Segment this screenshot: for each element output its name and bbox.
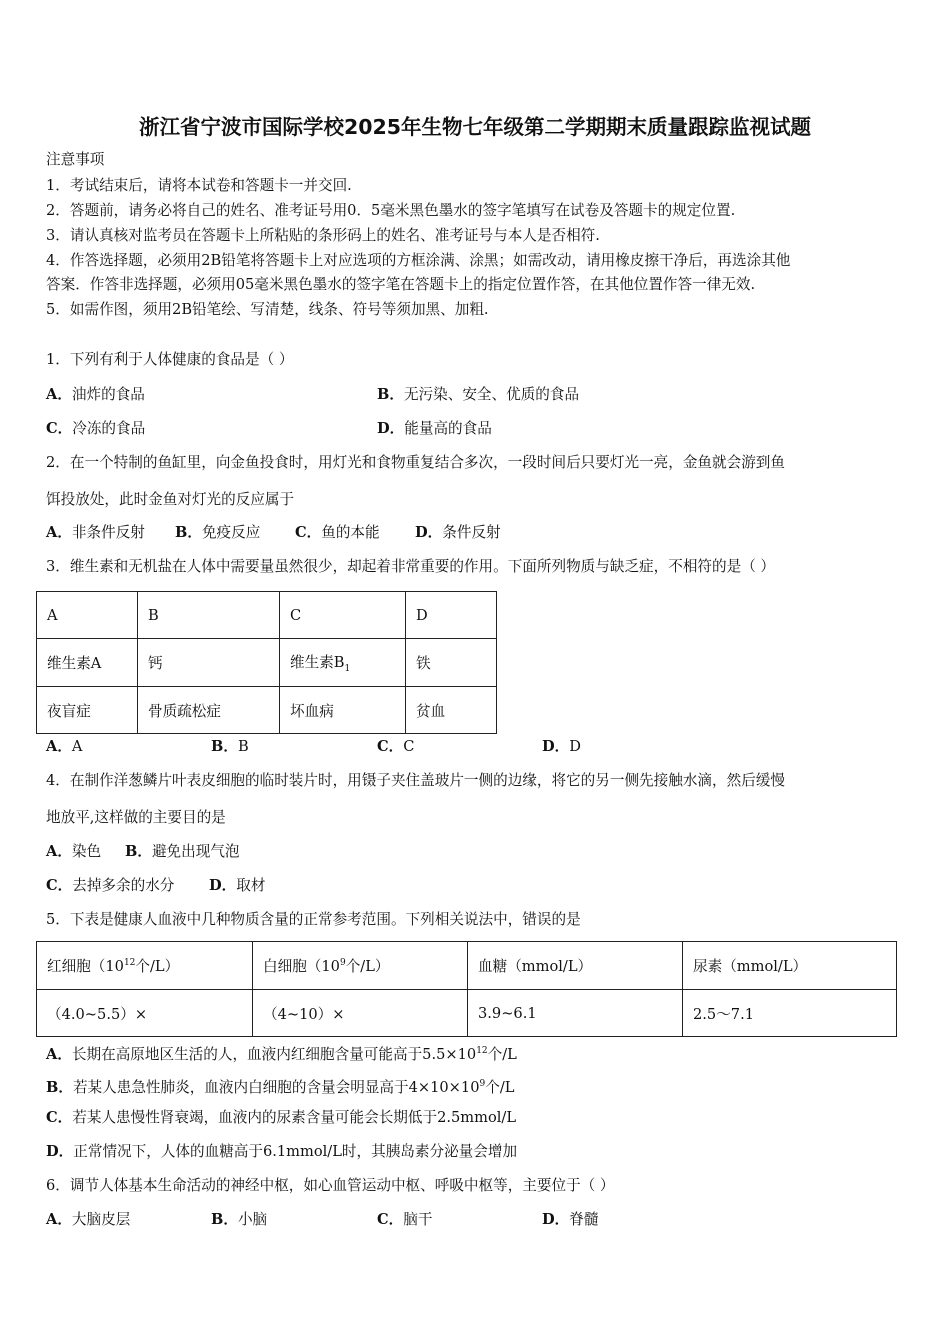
table-cell: D xyxy=(406,592,497,639)
q1-option-d[interactable]: D．能量高的食品 xyxy=(377,420,492,437)
q3-table xyxy=(36,591,497,734)
notice-heading: 注意事项 xyxy=(46,151,105,168)
table-cell: A xyxy=(37,592,138,639)
table-cell: 3.9~6.1 xyxy=(468,990,683,1037)
question-4-stem: 4．在制作洋葱鳞片叶表皮细胞的临时装片时，用镊子夹住盖玻片一侧的边缘，将它的另一侧先接触水滴，然后缓慢 xyxy=(46,772,785,789)
q5-table xyxy=(36,941,897,1037)
table-cell: 钙 xyxy=(138,639,280,687)
table-cell: 2.5～7.1 xyxy=(683,990,897,1037)
q4-option-a[interactable]: A．染色 xyxy=(46,843,102,860)
table-cell: 骨质疏松症 xyxy=(138,687,280,734)
q5-option-a[interactable]: A．长期在高原地区生活的人，血液内红细胞含量可能高于$5.5\times 10^{12}$个/L xyxy=(46,1045,517,1063)
q1-option-b[interactable]: B．无污染、安全、优质的食品 xyxy=(377,386,580,403)
table-header-urea: 尿素（mmol/L） xyxy=(683,942,897,990)
q2-option-b[interactable]: B．免疫反应 xyxy=(175,524,261,541)
q3-option-a[interactable]: A．A xyxy=(46,738,83,755)
question-2-stem-cont: 饵投放处，此时金鱼对灯光的反应属于 xyxy=(46,491,295,508)
table-cell: （4.0~5.5）× xyxy=(37,990,253,1037)
notice-item: 答案．作答非选择题，必须用05毫米黑色墨水的签字笔在答题卡上的指定位置作答，在其他位置作答一律无效. xyxy=(46,276,756,293)
notice-item: 1．考试结束后，请将本试卷和答题卡一并交回. xyxy=(46,177,352,194)
notice-item: 5．如需作图，须用2B铅笔绘、写清楚，线条、符号等须加黑、加粗. xyxy=(46,301,489,318)
q2-option-c[interactable]: C．鱼的本能 xyxy=(295,524,380,541)
question-1-stem: 1．下列有利于人体健康的食品是（ ） xyxy=(46,351,294,368)
question-6-stem: 6．调节人体基本生命活动的神经中枢，如心血管运动中枢、呼吸中枢等，主要位于（ ） xyxy=(46,1177,615,1194)
q4-option-d[interactable]: D．取材 xyxy=(209,877,266,894)
q6-option-b[interactable]: B．小脑 xyxy=(211,1211,268,1228)
table-header-rbc: 红细胞（$10^{12}$个/L） xyxy=(37,942,253,990)
q5-option-d[interactable]: D．正常情况下，人体的血糖高于6.1mmol/L时，其胰岛素分泌量会增加 xyxy=(46,1143,518,1160)
q5-option-c[interactable]: C．若某人患慢性肾衰竭，血液内的尿素含量可能会长期低于2.5mmol/L xyxy=(46,1109,517,1126)
question-2-stem: 2．在一个特制的鱼缸里，向金鱼投食时，用灯光和食物重复结合多次，一段时间后只要灯光一亮，金鱼就会游到鱼 xyxy=(46,454,785,471)
q4-option-c[interactable]: C．去掉多余的水分 xyxy=(46,877,175,894)
notice-item: 3．请认真核对监考员在答题卡上所粘贴的条形码上的姓名、准考证号与本人是否相符. xyxy=(46,227,600,244)
question-4-stem-cont: 地放平,这样做的主要目的是 xyxy=(46,809,226,826)
q2-option-a[interactable]: A．非条件反射 xyxy=(46,524,145,541)
table-cell: 维生素A xyxy=(37,639,138,687)
q1-option-c[interactable]: C．冷冻的食品 xyxy=(46,420,146,437)
page-title: 浙江省宁波市国际学校2025年生物七年级第二学期期末质量跟踪监视试题 xyxy=(138,115,812,139)
q3-option-c[interactable]: C．C xyxy=(377,738,415,755)
q4-option-b[interactable]: B．避免出现气泡 xyxy=(125,843,240,860)
q6-option-d[interactable]: D．脊髓 xyxy=(542,1211,599,1228)
table-cell: B xyxy=(138,592,280,639)
q6-option-c[interactable]: C．脑干 xyxy=(377,1211,433,1228)
table-cell: 夜盲症 xyxy=(37,687,138,734)
q1-option-a[interactable]: A．油炸的食品 xyxy=(46,386,145,403)
table-cell: C xyxy=(280,592,406,639)
table-header-wbc: 白细胞（$10^9$个/L） xyxy=(253,942,468,990)
table-cell: 贫血 xyxy=(406,687,497,734)
q3-option-b[interactable]: B．B xyxy=(211,738,249,755)
table-cell: 维生素$B_1$ xyxy=(280,639,406,687)
q5-option-b[interactable]: B．若某人患急性肺炎，血液内白细胞的含量会明显高于$4\times 10\times 10^9$个/L xyxy=(46,1078,515,1096)
q2-option-d[interactable]: D．条件反射 xyxy=(415,524,501,541)
q6-option-a[interactable]: A．大脑皮层 xyxy=(46,1211,131,1228)
question-3-stem: 3．维生素和无机盐在人体中需要量虽然很少，却起着非常重要的作用。下面所列物质与缺乏症，不相符的是（ ） xyxy=(46,558,776,575)
notice-item: 4．作答选择题，必须用2B铅笔将答题卡上对应选项的方框涂满、涂黑；如需改动，请用橡皮擦干净后，再选涂其他 xyxy=(46,252,791,269)
table-header-glucose: 血糖（mmol/L） xyxy=(468,942,683,990)
table-cell: 铁 xyxy=(406,639,497,687)
notice-item: 2．答题前，请务必将自己的姓名、准考证号用0．5毫米黑色墨水的签字笔填写在试卷及答题卡的规定位置. xyxy=(46,202,736,219)
question-5-stem: 5．下表是健康人血液中几种物质含量的正常参考范围。下列相关说法中，错误的是 xyxy=(46,911,581,928)
q3-option-d[interactable]: D．D xyxy=(542,738,581,755)
table-cell: 坏血病 xyxy=(280,687,406,734)
table-cell: （4~10）× xyxy=(253,990,468,1037)
